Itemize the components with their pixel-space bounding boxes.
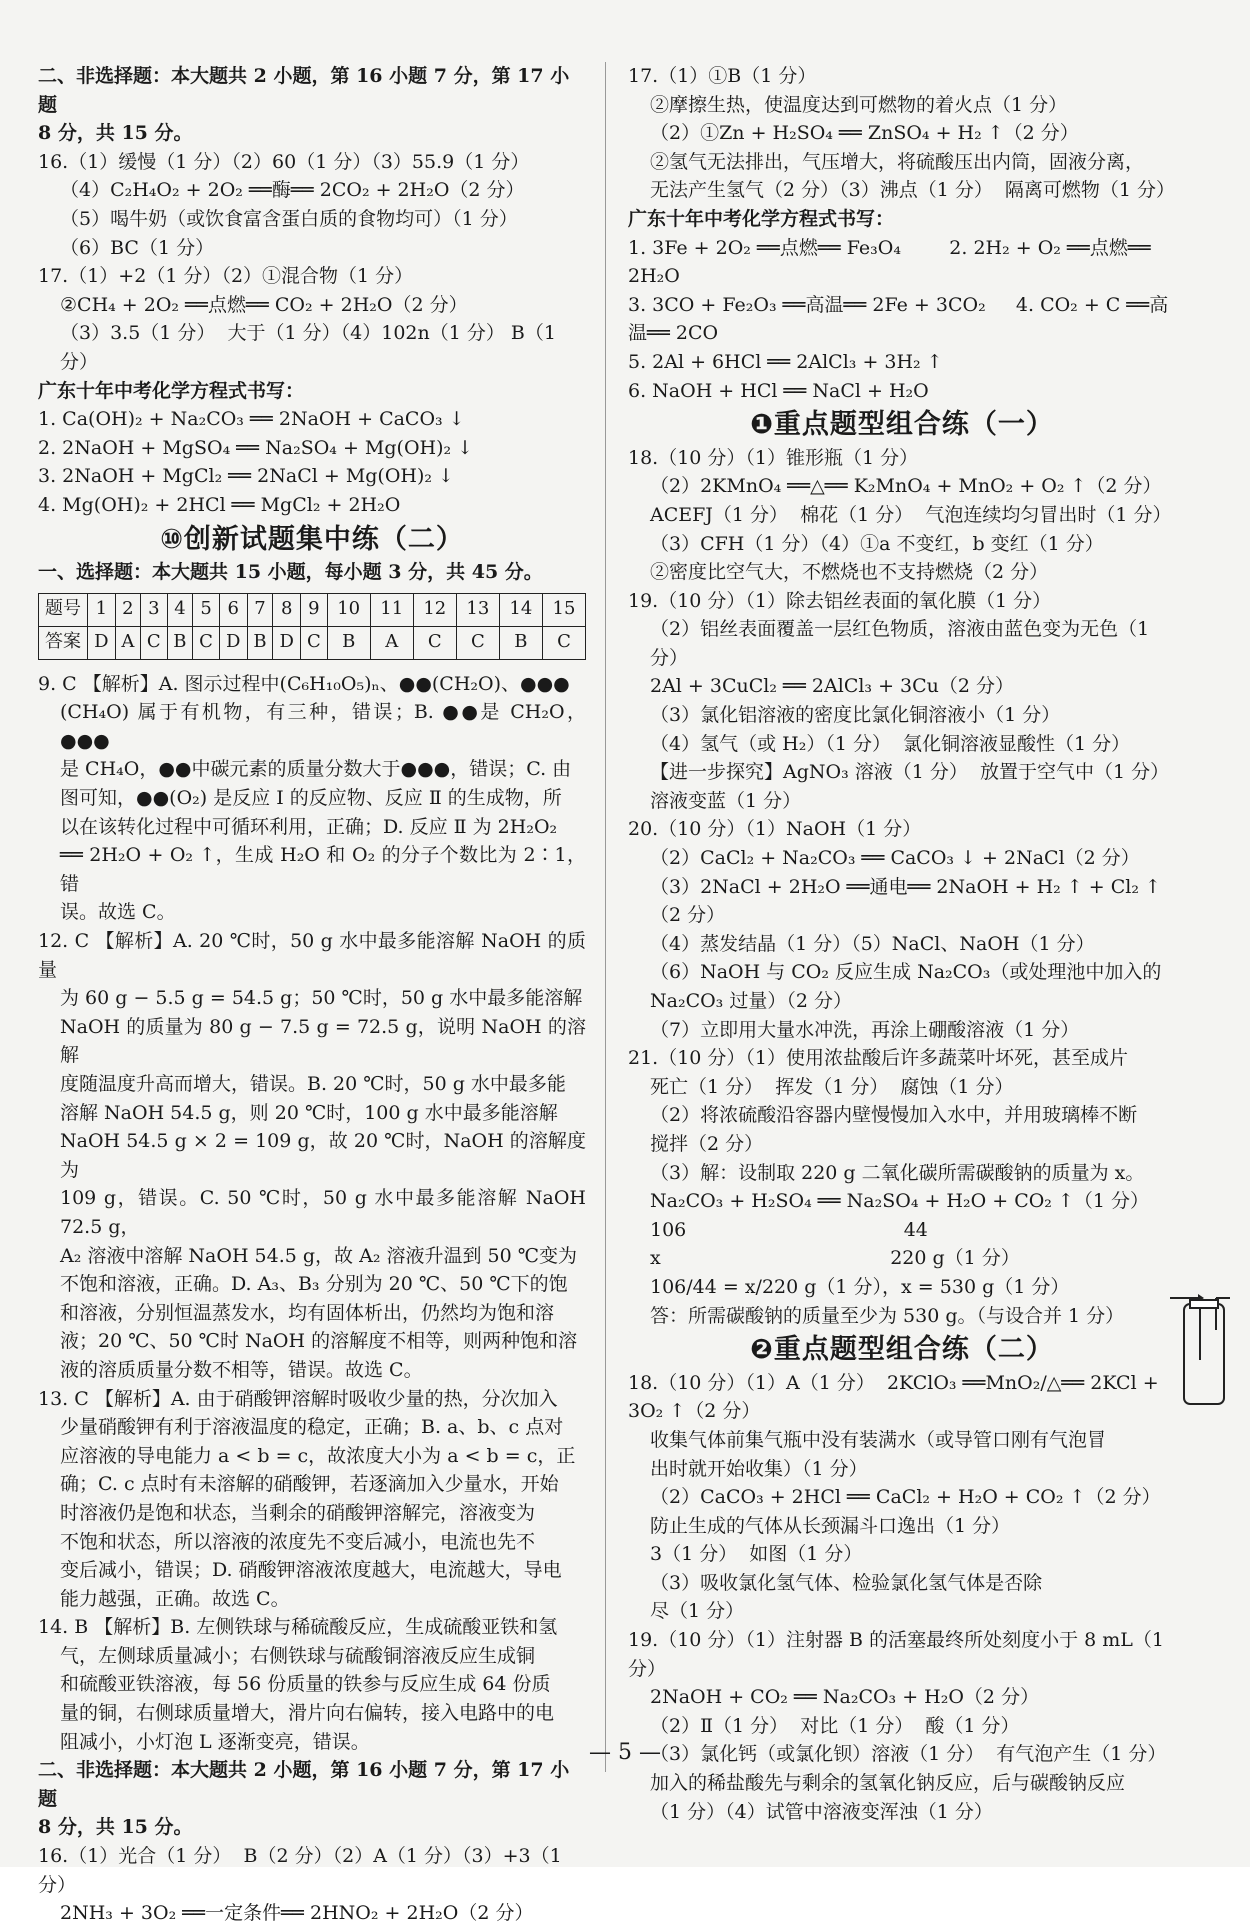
- answer-line: （2）铝丝表面覆盖一层红色物质，溶液由蓝色变为无色（1 分）: [650, 618, 1156, 669]
- question-number-cell: 5: [193, 593, 220, 626]
- answer-line: ②摩擦生热，使温度达到可燃物的着火点（1 分）: [650, 93, 1068, 116]
- answer-cell: B: [247, 626, 273, 659]
- answer-line: 量的铜，右侧球质量增大，滑片向右偏转，接入电路中的电: [60, 1702, 555, 1725]
- section-heading: ⑩创新试题集中练（二）: [160, 523, 464, 555]
- answer-line: 4. Mg(OH)₂ + 2HCl ══ MgCl₂ + 2H₂O: [38, 493, 401, 516]
- answer-line: 和硫酸亚铁溶液，每 56 份质量的铁参与反应生成 64 份质: [60, 1673, 551, 1696]
- answer-cell: C: [413, 626, 456, 659]
- answer-line: 收集气体前集气瓶中没有装满水（或导管口刚有气泡冒: [650, 1428, 1107, 1451]
- answer-line: 3. 2NaOH + MgCl₂ ══ 2NaCl + Mg(OH)₂ ↓: [38, 465, 454, 488]
- answer-line: 17.（1）①B（1 分）: [628, 65, 817, 87]
- answer-line: 6. NaOH + HCl ══ NaCl + H₂O: [628, 379, 929, 402]
- answer-line: （2）CaCO₃ + 2HCl ══ CaCl₂ + H₂O + CO₂ ↑（2 分）: [650, 1486, 1161, 1509]
- answer-cell: C: [141, 626, 168, 659]
- answer-line: Na₂CO₃ + H₂SO₄ ══ Na₂SO₄ + H₂O + CO₂ ↑（1 分）: [650, 1190, 1150, 1213]
- answer-line: 2NH₃ + 3O₂ ══一定条件══ 2HNO₂ + 2H₂O（2 分）: [60, 1902, 534, 1925]
- answer-line: 109 g，错误。C. 50 ℃时，50 g 水中最多能溶解 NaOH 72.5 g，: [60, 1187, 593, 1238]
- answer-line: 2. 2NaOH + MgSO₄ ══ Na₂SO₄ + Mg(OH)₂ ↓: [38, 436, 474, 459]
- answer-line: 出时就开始收集）（1 分）: [650, 1457, 868, 1480]
- gas-bottle-icon: [1170, 1290, 1230, 1410]
- answer-line: 加入的稀盐酸先与剩余的氢氧化钠反应，后与碳酸钠反应: [650, 1772, 1126, 1795]
- answer-line: NaOH 54.5 g × 2 = 109 g，故 20 ℃时，NaOH 的溶解度为: [60, 1130, 586, 1181]
- answer-line: 106 44: [650, 1218, 928, 1241]
- answer-cell: C: [456, 626, 499, 659]
- answer-line: （6）BC（1 分）: [60, 236, 215, 259]
- section-title: 8 分，共 15 分。: [38, 122, 193, 145]
- table-answer-label: 答案: [39, 626, 88, 659]
- question-number-cell: 9: [301, 593, 328, 626]
- answer-cell: C: [193, 626, 220, 659]
- answer-cell: A: [370, 626, 413, 659]
- answer-line: 2Al + 3CuCl₂ ══ 2AlCl₃ + 3Cu（2 分）: [650, 675, 1015, 698]
- answer-line: 18.（10 分）（1）A（1 分） 2KClO₃ ══MnO₂/△══ 2KCl + 3O₂ ↑（2 分）: [628, 1371, 1165, 1423]
- answer-line: 气，左侧球质量减小；右侧铁球与硫酸铜溶液反应生成铜: [60, 1644, 536, 1667]
- answer-line: 无法产生氢气（2 分）（3）沸点（1 分） 隔离可燃物（1 分）: [650, 179, 1176, 202]
- answer-line: 13. C 【解析】A. 由于硝酸钾溶解时吸收少量的热，分次加入: [38, 1387, 558, 1410]
- answer-line: （2）将浓硫酸沿容器内壁慢慢加入水中，并用玻璃棒不断: [650, 1104, 1138, 1127]
- answer-line: 16.（1）缓慢（1 分）（2）60（1 分）（3）55.9（1 分）: [38, 150, 530, 173]
- answer-line: 不饱和状态，所以溶液的浓度先不变后减小，电流也先不: [60, 1530, 536, 1553]
- answer-line: 14. B 【解析】B. 左侧铁球与稀硫酸反应，生成硫酸亚铁和氢: [38, 1616, 558, 1639]
- answer-cell: B: [327, 626, 370, 659]
- table-header-label: 题号: [39, 593, 88, 626]
- answer-line: 液；20 ℃、50 ℃时 NaOH 的溶解度不相等，则两种饱和溶: [60, 1330, 578, 1353]
- section-heading: ❷重点题型组合练（二）: [750, 1334, 1054, 1366]
- answer-line: 16.（1）光合（1 分） B（2 分）（2）A（1 分）（3）+3（1 分）: [38, 1845, 568, 1896]
- question-number-cell: 12: [413, 593, 456, 626]
- answer-line: x 220 g（1 分）: [650, 1247, 1020, 1270]
- answer-line: 以在该转化过程中可循环利用，正确；D. 反应 Ⅱ 为 2H₂O₂: [60, 815, 558, 838]
- answer-line: 应溶液的导电能力 a < b = c，故浓度大小为 a < b = c，正: [60, 1444, 576, 1467]
- column-divider: [605, 62, 606, 1772]
- answer-cell: B: [499, 626, 542, 659]
- section-heading: ❶重点题型组合练（一）: [750, 409, 1054, 441]
- answer-line: A₂ 溶液中溶解 NaOH 54.5 g，故 A₂ 溶液升温到 50 ℃变为: [60, 1244, 577, 1267]
- answer-line: ②CH₄ + 2O₂ ══点燃══ CO₂ + 2H₂O（2 分）: [60, 293, 468, 316]
- answer-line: ②氢气无法排出，气压增大，将硫酸压出内筒，固液分离，: [650, 150, 1145, 173]
- question-number-cell: 1: [88, 593, 116, 626]
- section-title: 二、非选择题：本大题共 2 小题，第 16 小题 7 分，第 17 小题: [38, 1759, 570, 1810]
- section-title: 广东十年中考化学方程式书写：: [628, 207, 895, 230]
- answer-line: （3）CFH（1 分）（4）①a 不变红，b 变红（1 分）: [650, 532, 1104, 555]
- answer-line: （3）2NaCl + 2H₂O ══通电══ 2NaOH + H₂ ↑ + Cl₂ ↑（2 分）: [650, 875, 1161, 927]
- question-number-cell: 8: [273, 593, 301, 626]
- left-column: [38, 62, 593, 1928]
- answer-line: （4）氢气（或 H₂）（1 分） 氯化铜溶液显酸性（1 分）: [650, 732, 1131, 755]
- answer-line: 搅拌（2 分）: [650, 1132, 764, 1155]
- answer-line: 尽（1 分）: [650, 1600, 745, 1623]
- answer-line: 不饱和溶液，正确。D. A₃、B₃ 分别为 20 ℃、50 ℃下的饱: [60, 1273, 568, 1296]
- answer-line: NaOH 的质量为 80 g − 7.5 g = 72.5 g，说明 NaOH 的溶解: [60, 1015, 586, 1067]
- answer-line: 死亡（1 分） 挥发（1 分） 腐蚀（1 分）: [650, 1075, 1014, 1098]
- answer-line: 1. Ca(OH)₂ + Na₂CO₃ ══ 2NaOH + CaCO₃ ↓: [38, 408, 465, 431]
- answer-line: Na₂CO₃ 过量）（2 分）: [650, 990, 852, 1012]
- answer-line: 度随温度升高而增大，错误。B. 20 ℃时，50 g 水中最多能: [60, 1073, 566, 1095]
- answer-line: 21.（10 分）（1）使用浓盐酸后许多蔬菜叶坏死，甚至成片: [628, 1047, 1129, 1070]
- answer-line: 12. C 【解析】A. 20 ℃时，50 g 水中最多能溶解 NaOH 的质量: [38, 930, 586, 981]
- answer-line: 能力越强，正确。故选 C。: [60, 1587, 290, 1610]
- answer-line: （2）①Zn + H₂SO₄ ══ ZnSO₄ + H₂ ↑（2 分）: [650, 122, 1079, 145]
- answer-line: 图可知，●●(O₂) 是反应 Ⅰ 的反应物、反应 Ⅱ 的生成物，所: [60, 787, 562, 810]
- answer-line: 少量硝酸钾有利于溶液温度的稳定，正确；B. a、b、c 点对: [60, 1416, 564, 1439]
- right-column: [628, 62, 1176, 1826]
- question-number-cell: 14: [499, 593, 542, 626]
- answer-line: （3）解：设制取 220 g 二氧化碳所需碳酸钠的质量为 x。: [650, 1161, 1145, 1184]
- answer-line: (CH₄O) 属于有机物，有三种，错误；B. ●●是 CH₂O，●●●: [60, 701, 586, 752]
- answer-line: ②密度比空气大，不燃烧也不支持燃烧（2 分）: [650, 561, 1049, 584]
- answer-table: [38, 593, 586, 660]
- question-number-cell: 2: [115, 593, 140, 626]
- question-number-cell: 6: [219, 593, 247, 626]
- answer-line: （2）CaCl₂ + Na₂CO₃ ══ CaCO₃ ↓ + 2NaCl（2 分）: [650, 847, 1140, 870]
- answer-line: （5）喝牛奶（或饮食富含蛋白质的食物均可）（1 分）: [60, 207, 518, 230]
- answer-line: 为 60 g − 5.5 g = 54.5 g；50 ℃时，50 g 水中最多能溶解: [60, 987, 583, 1010]
- answer-line: （7）立即用大量水冲洗，再涂上硼酸溶液（1 分）: [650, 1018, 1080, 1041]
- answer-line: 时溶液仍是饱和状态，当剩余的硝酸钾溶解完，溶液变为: [60, 1501, 536, 1524]
- answer-line: （3）3.5（1 分） 大于（1 分）（4）102n（1 分） B（1 分）: [60, 322, 562, 373]
- answer-line: （4）C₂H₄O₂ + 2O₂ ══酶══ 2CO₂ + 2H₂O（2 分）: [60, 179, 525, 202]
- answer-cell: A: [115, 626, 140, 659]
- answer-line: （3）吸收氯化氢气体、检验氯化氢气体是否除: [650, 1571, 1043, 1594]
- question-number-cell: 10: [327, 593, 370, 626]
- answer-cell: D: [88, 626, 116, 659]
- answer-line: （3）氯化铝溶液的密度比氯化铜溶液小（1 分）: [650, 704, 1061, 727]
- answer-line: 106/44 = x/220 g（1 分），x = 530 g（1 分）: [650, 1275, 1070, 1298]
- answer-line: ACEFJ（1 分） 棉花（1 分） 气泡连续均匀冒出时（1 分）: [650, 503, 1172, 526]
- section-title: 一、选择题：本大题共 15 小题，每小题 3 分，共 45 分。: [38, 561, 543, 584]
- answer-line: 液的溶质质量分数不相等，错误。故选 C。: [60, 1358, 423, 1381]
- answer-line: 防止生成的气体从长颈漏斗口逸出（1 分）: [650, 1514, 1011, 1537]
- question-number-cell: 7: [247, 593, 273, 626]
- answer-line: ══ 2H₂O + O₂ ↑，生成 H₂O 和 O₂ 的分子个数比为 2∶1，错: [60, 844, 586, 895]
- answer-line: 1. 3Fe + 2O₂ ══点燃══ Fe₃O₄ 2. 2H₂ + O₂ ══点燃══ 2H₂O: [628, 236, 1157, 288]
- answer-line: 溶解 NaOH 54.5 g，则 20 ℃时，100 g 水中最多能溶解: [60, 1101, 558, 1124]
- answer-cell: B: [167, 626, 193, 659]
- answer-line: 19.（10 分）（1）除去铝丝表面的氧化膜（1 分）: [628, 589, 1052, 612]
- answer-line: （2）2KMnO₄ ══△══ K₂MnO₄ + MnO₂ + O₂ ↑（2 分）: [650, 475, 1162, 498]
- answer-line: （6）NaOH 与 CO₂ 反应生成 Na₂CO₃（或处理池中加入的: [650, 961, 1162, 984]
- answer-line: 确；C. c 点时有未溶解的硝酸钾，若逐滴加入少量水，开始: [60, 1473, 559, 1496]
- question-number-cell: 4: [167, 593, 193, 626]
- answer-line: 2NaOH + CO₂ ══ Na₂CO₃ + H₂O（2 分）: [650, 1686, 1040, 1709]
- answer-line: 18.（10 分）（1）锥形瓶（1 分）: [628, 446, 919, 469]
- section-title: 8 分，共 15 分。: [38, 1816, 193, 1839]
- answer-cell: D: [273, 626, 301, 659]
- answer-line: 阻减小，小灯泡 L 逐渐变亮，错误。: [60, 1730, 370, 1753]
- answer-line: 误。故选 C。: [60, 901, 176, 924]
- question-number-cell: 11: [370, 593, 413, 626]
- answer-line: 19.（10 分）（1）注射器 B 的活塞最终所处刻度小于 8 mL（1 分）: [628, 1629, 1171, 1680]
- answer-line: （4）蒸发结晶（1 分）（5）NaCl、NaOH（1 分）: [650, 932, 1095, 955]
- answer-cell: D: [219, 626, 247, 659]
- answer-cell: C: [301, 626, 328, 659]
- answer-line: （1 分）（4）试管中溶液变浑浊（1 分）: [650, 1800, 993, 1823]
- answer-line: 9. C 【解析】A. 图示过程中(C₆H₁₀O₅)ₙ、●●(CH₂O)、●●●: [38, 672, 570, 695]
- answer-line: 20.（10 分）（1）NaOH（1 分）: [628, 818, 922, 841]
- question-number-cell: 3: [141, 593, 168, 626]
- answer-line: 5. 2Al + 6HCl ══ 2AlCl₃ + 3H₂ ↑: [628, 350, 943, 373]
- answer-line: 答：所需碳酸钠的质量至少为 530 g。（与设合并 1 分）: [650, 1304, 1125, 1327]
- answer-line: 和溶液，分别恒温蒸发水，均有固体析出，仍然均为饱和溶: [60, 1301, 555, 1324]
- question-number-cell: 13: [456, 593, 499, 626]
- answer-line: 是 CH₄O，●●中碳元素的质量分数大于●●●，错误；C. 由: [60, 758, 572, 781]
- answer-line: 3. 3CO + Fe₂O₃ ══高温══ 2Fe + 3CO₂ 4. CO₂ + C ══高温══ 2CO: [628, 293, 1169, 345]
- answer-cell: C: [542, 626, 585, 659]
- answer-line: （3）氯化钙（或氯化钡）溶液（1 分） 有气泡产生（1 分）: [650, 1743, 1167, 1766]
- answer-line: 17.（1）+2（1 分）（2）①混合物（1 分）: [38, 265, 414, 288]
- answer-line: （2）Ⅱ（1 分） 对比（1 分） 酸（1 分）: [650, 1714, 1020, 1737]
- section-title: 广东十年中考化学方程式书写：: [38, 379, 305, 402]
- section-title: 二、非选择题：本大题共 2 小题，第 16 小题 7 分，第 17 小题: [38, 65, 570, 116]
- page-number: — 5 —: [589, 1740, 661, 1765]
- answer-line: 溶液变蓝（1 分）: [650, 789, 802, 812]
- answer-line: 变后减小，错误；D. 硝酸钾溶液浓度越大，电流越大，导电: [60, 1559, 562, 1582]
- answer-line: 【进一步探究】AgNO₃ 溶液（1 分） 放置于空气中（1 分）: [650, 761, 1170, 784]
- question-number-cell: 15: [542, 593, 585, 626]
- answer-line: 3（1 分） 如图（1 分）: [650, 1543, 863, 1566]
